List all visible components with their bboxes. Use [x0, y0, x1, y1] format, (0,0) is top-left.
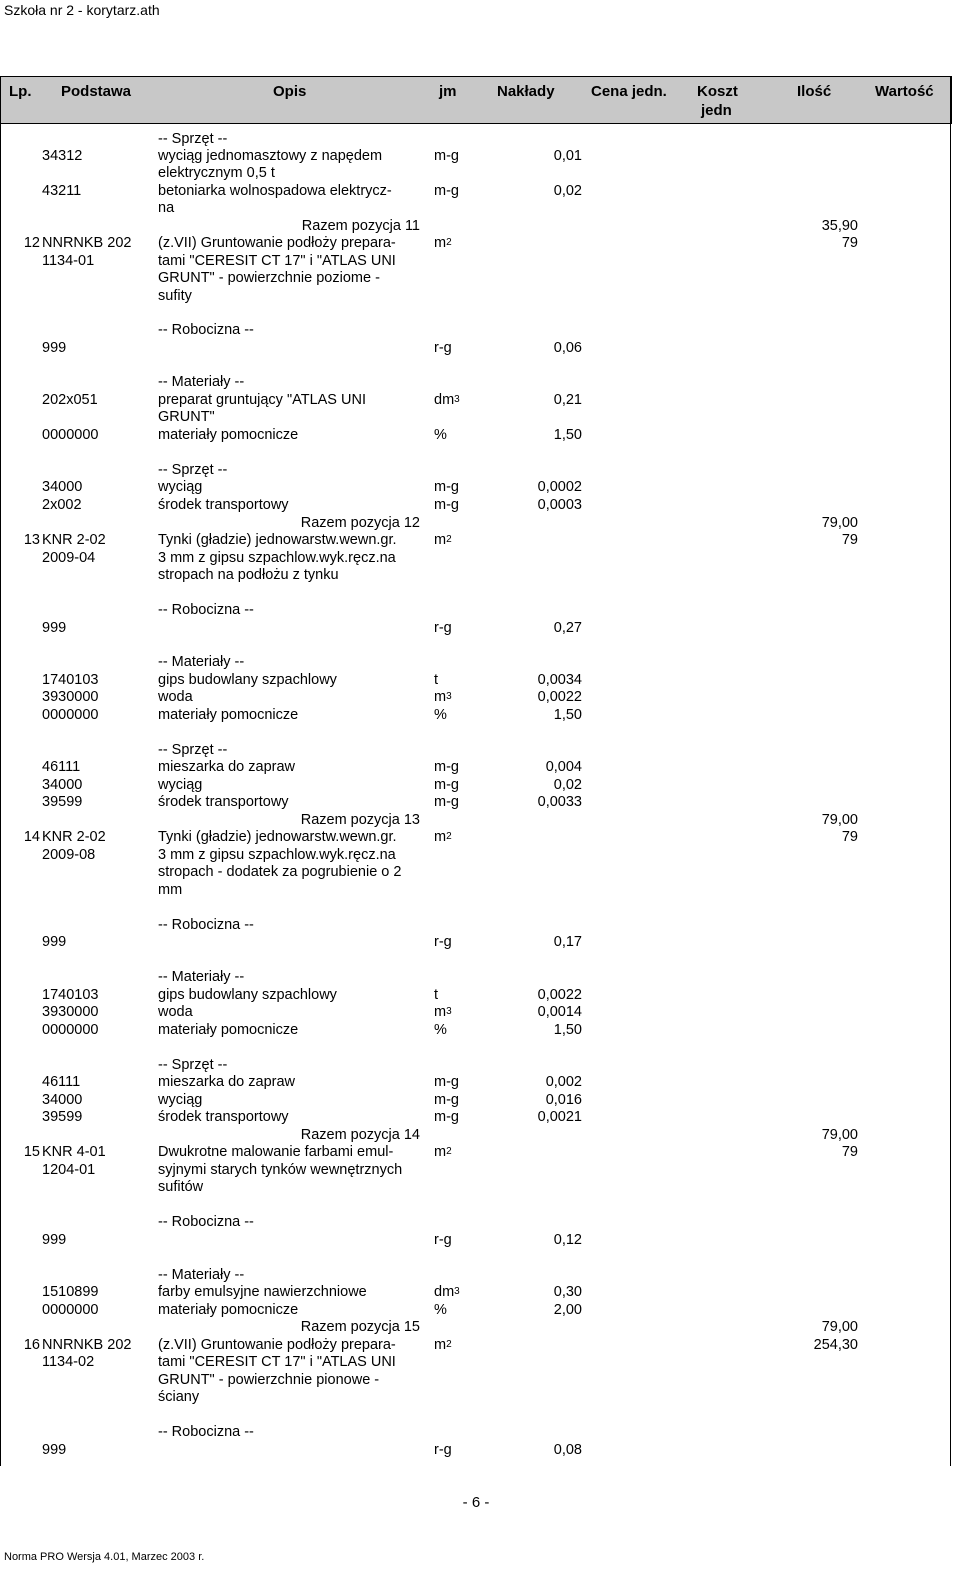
description: Tynki (gładzie) jednowarstw.wewn.gr. [158, 532, 397, 548]
unit: m-g [434, 497, 459, 513]
unit: r-g [434, 1232, 452, 1248]
base-code: 46111 [42, 759, 81, 775]
description: stropach - dodatek za pogrubienie o 2 [158, 864, 402, 880]
header-wartosc: Wartość [875, 83, 934, 100]
position-total-label: Razem pozycja 11 [301, 218, 420, 234]
quantity-value: 79,00 [821, 515, 858, 531]
description: środek transportowy [158, 497, 289, 513]
expenditure-value: 0,01 [553, 148, 582, 164]
unit: t [434, 672, 439, 688]
unit: % [434, 1302, 447, 1318]
quantity-value: 79 [841, 532, 858, 548]
description: materiały pomocnicze [158, 427, 299, 443]
unit: m-g [434, 1074, 459, 1090]
unit: $m^2$ [434, 829, 452, 845]
footer-note: Norma PRO Wersja 4.01, Marzec 2003 r. [4, 1551, 205, 1563]
description: -- Robocizna -- [158, 1214, 254, 1230]
quantity-value: 79 [841, 235, 858, 251]
base-code: 34000 [42, 777, 83, 793]
unit-exponent: 3 [446, 1006, 452, 1017]
header-ilosc: Ilość [797, 83, 832, 100]
base-code: 0000000 [42, 427, 99, 443]
header-lp: Lp. [9, 83, 32, 100]
description: -- Robocizna -- [158, 322, 254, 338]
position-number: 13 [23, 532, 40, 548]
column-border-left [0, 76, 1, 1466]
position-total-label: Razem pozycja 13 [300, 812, 420, 828]
unit: m-g [434, 183, 459, 199]
description: ściany [158, 1389, 200, 1405]
description: betoniarka wolnospadowa elektrycz- [158, 183, 392, 199]
position-number: 15 [23, 1144, 40, 1160]
expenditure-value: 0,17 [553, 934, 582, 950]
unit: r-g [434, 340, 452, 356]
description: mieszarka do zapraw [158, 759, 295, 775]
document-title: Szkoła nr 2 - korytarz.ath [4, 2, 160, 18]
base-code: 999 [42, 1232, 67, 1248]
description: -- Robocizna -- [158, 917, 254, 933]
description: -- Materiały -- [158, 969, 245, 985]
unit: $dm^3$ [434, 1284, 460, 1300]
unit: m-g [434, 1092, 459, 1108]
description: woda [158, 689, 193, 705]
base-code: 34000 [42, 479, 83, 495]
unit: m-g [434, 1109, 459, 1125]
expenditure-value: 0,30 [553, 1284, 582, 1300]
expenditure-value: 0,06 [553, 340, 582, 356]
expenditure-value: 0,12 [553, 1232, 582, 1248]
base-code: 0000000 [42, 1022, 99, 1038]
unit-exponent: 3 [446, 691, 452, 702]
expenditure-value: 0,27 [553, 620, 582, 636]
base-code: 39599 [42, 794, 83, 810]
base-code: 1510899 [42, 1284, 99, 1300]
unit-exponent: 2 [446, 534, 452, 545]
quantity-value: 79 [841, 829, 858, 845]
table-header [0, 76, 952, 124]
base-code: 999 [42, 620, 67, 636]
expenditure-value: 1,50 [553, 707, 582, 723]
unit: m-g [434, 148, 459, 164]
base-code: 2009-04 [42, 550, 96, 566]
expenditure-value: 1,50 [553, 1022, 582, 1038]
description: gips budowlany szpachlowy [158, 987, 337, 1003]
expenditure-value: 0,0002 [537, 479, 582, 495]
header-podstawa: Podstawa [61, 83, 132, 100]
header-koszt: Koszt [697, 83, 738, 100]
header-jm: jm [439, 83, 457, 100]
position-number: 14 [23, 829, 40, 845]
header-koszt-jedn: jedn [701, 102, 732, 119]
base-code: KNR 2-02 [42, 829, 106, 845]
description: -- Materiały -- [158, 654, 245, 670]
description: wyciąg [158, 777, 203, 793]
description: wyciąg [158, 1092, 203, 1108]
description: GRUNT" [158, 409, 215, 425]
description: wyciąg [158, 479, 203, 495]
unit: $m^2$ [434, 1144, 452, 1160]
description: materiały pomocnicze [158, 707, 299, 723]
description: GRUNT" - powierzchnie poziome - [158, 270, 380, 286]
expenditure-value: 0,02 [553, 183, 582, 199]
base-code: 2009-08 [42, 847, 96, 863]
unit: $m^2$ [434, 532, 452, 548]
base-code: 202x051 [42, 392, 98, 408]
description: 3 mm z gipsu szpachlow.wyk.ręcz.na [158, 847, 396, 863]
description: -- Materiały -- [158, 374, 245, 390]
description: -- Sprzęt -- [158, 1057, 228, 1073]
quantity-value: 79,00 [821, 1319, 858, 1335]
base-code: 46111 [42, 1074, 81, 1090]
unit: m-g [434, 794, 459, 810]
expenditure-value: 2,00 [553, 1302, 582, 1318]
base-code: 1204-01 [42, 1162, 96, 1178]
position-total-label: Razem pozycja 15 [300, 1319, 420, 1335]
description: mm [158, 882, 183, 898]
position-number: 12 [23, 235, 40, 251]
quantity-value: 79 [841, 1144, 858, 1160]
unit: $m^2$ [434, 235, 452, 251]
unit-exponent: 2 [446, 1339, 452, 1350]
unit: r-g [434, 934, 452, 950]
description: tami "CERESIT CT 17" i "ATLAS UNI [158, 1354, 396, 1370]
quantity-value: 79,00 [821, 812, 858, 828]
base-code: 0000000 [42, 1302, 99, 1318]
base-code: NNRNKB 202 [42, 235, 132, 251]
expenditure-value: 0,002 [545, 1074, 582, 1090]
expenditure-value: 0,0021 [537, 1109, 582, 1125]
unit: % [434, 427, 447, 443]
quantity-value: 35,90 [821, 218, 858, 234]
unit-exponent: 2 [446, 237, 452, 248]
unit: % [434, 1022, 447, 1038]
expenditure-value: 0,08 [553, 1442, 582, 1458]
description: (z.VII) Gruntowanie podłoży prepara- [158, 235, 396, 251]
description: stropach na podłożu z tynku [158, 567, 339, 583]
page-number: - 6 - [462, 1494, 490, 1511]
base-code: 2x002 [42, 497, 82, 513]
description: na [158, 200, 175, 216]
base-code: 1134-02 [42, 1354, 95, 1370]
base-code: 34312 [42, 148, 83, 164]
header-opis: Opis [273, 83, 307, 100]
quantity-value: 79,00 [821, 1127, 858, 1143]
description: -- Sprzęt -- [158, 742, 228, 758]
unit: m-g [434, 479, 459, 495]
expenditure-value: 0,0033 [537, 794, 582, 810]
description: elektrycznym 0,5 t [158, 165, 275, 181]
unit: $m^3$ [434, 689, 452, 705]
description: (z.VII) Gruntowanie podłoży prepara- [158, 1337, 396, 1353]
description: Dwukrotne malowanie farbami emul- [158, 1144, 394, 1160]
header-naklady: Nakłady [497, 83, 555, 100]
expenditure-value: 0,0014 [537, 1004, 582, 1020]
description: środek transportowy [158, 794, 289, 810]
description: -- Sprzęt -- [158, 462, 228, 478]
unit: t [434, 987, 439, 1003]
description: 3 mm z gipsu szpachlow.wyk.ręcz.na [158, 550, 396, 566]
base-code: 1740103 [42, 987, 99, 1003]
description: środek transportowy [158, 1109, 289, 1125]
expenditure-value: 0,21 [553, 392, 582, 408]
base-code: 3930000 [42, 1004, 99, 1020]
description: -- Sprzęt -- [158, 131, 228, 147]
expenditure-value: 0,0003 [537, 497, 582, 513]
description: -- Robocizna -- [158, 602, 254, 618]
base-code: NNRNKB 202 [42, 1337, 132, 1353]
base-code: 39599 [42, 1109, 83, 1125]
description: materiały pomocnicze [158, 1022, 299, 1038]
base-code: 3930000 [42, 689, 99, 705]
unit-exponent: 3 [454, 1286, 460, 1297]
expenditure-value: 0,0034 [537, 672, 582, 688]
base-code: 1740103 [42, 672, 99, 688]
unit-exponent: 2 [446, 831, 452, 842]
expenditure-value: 0,004 [545, 759, 582, 775]
position-total-label: Razem pozycja 12 [300, 515, 420, 531]
description: farby emulsyjne nawierzchniowe [158, 1284, 367, 1300]
quantity-value: 254,30 [813, 1337, 858, 1353]
base-code: 999 [42, 1442, 67, 1458]
unit: % [434, 707, 447, 723]
base-code: 999 [42, 340, 67, 356]
base-code: 34000 [42, 1092, 83, 1108]
column-border-right [950, 76, 951, 1466]
expenditure-value: 0,0022 [537, 987, 582, 1003]
unit-exponent: 2 [446, 1146, 452, 1157]
unit: $m^2$ [434, 1337, 452, 1353]
expenditure-value: 1,50 [553, 427, 582, 443]
unit: m-g [434, 759, 459, 775]
description: gips budowlany szpachlowy [158, 672, 337, 688]
unit: $m^3$ [434, 1004, 452, 1020]
header-cena: Cena jedn. [591, 83, 667, 100]
description: -- Materiały -- [158, 1267, 245, 1283]
base-code: 999 [42, 934, 67, 950]
unit: $dm^3$ [434, 392, 460, 408]
position-number: 16 [23, 1337, 40, 1353]
expenditure-value: 0,016 [545, 1092, 582, 1108]
base-code: KNR 4-01 [42, 1144, 106, 1160]
description: wyciąg jednomasztowy z napędem [158, 148, 383, 164]
base-code: KNR 2-02 [42, 532, 106, 548]
description: sufitów [158, 1179, 204, 1195]
description: sufity [158, 288, 192, 304]
description: preparat gruntujący "ATLAS UNI [158, 392, 366, 408]
expenditure-value: 0,0022 [537, 689, 582, 705]
expenditure-value: 0,02 [553, 777, 582, 793]
description: woda [158, 1004, 193, 1020]
unit-exponent: 3 [454, 394, 460, 405]
description: syjnymi starych tynków wewnętrznych [158, 1162, 403, 1178]
description: Tynki (gładzie) jednowarstw.wewn.gr. [158, 829, 397, 845]
description: tami "CERESIT CT 17" i "ATLAS UNI [158, 253, 396, 269]
unit: r-g [434, 620, 452, 636]
base-code: 0000000 [42, 707, 99, 723]
base-code: 43211 [42, 183, 82, 199]
description: materiały pomocnicze [158, 1302, 299, 1318]
unit: m-g [434, 777, 459, 793]
position-total-label: Razem pozycja 14 [300, 1127, 420, 1143]
description: mieszarka do zapraw [158, 1074, 295, 1090]
description: GRUNT" - powierzchnie pionowe - [158, 1372, 380, 1388]
description: -- Robocizna -- [158, 1424, 254, 1440]
base-code: 1134-01 [42, 253, 95, 269]
unit: r-g [434, 1442, 452, 1458]
